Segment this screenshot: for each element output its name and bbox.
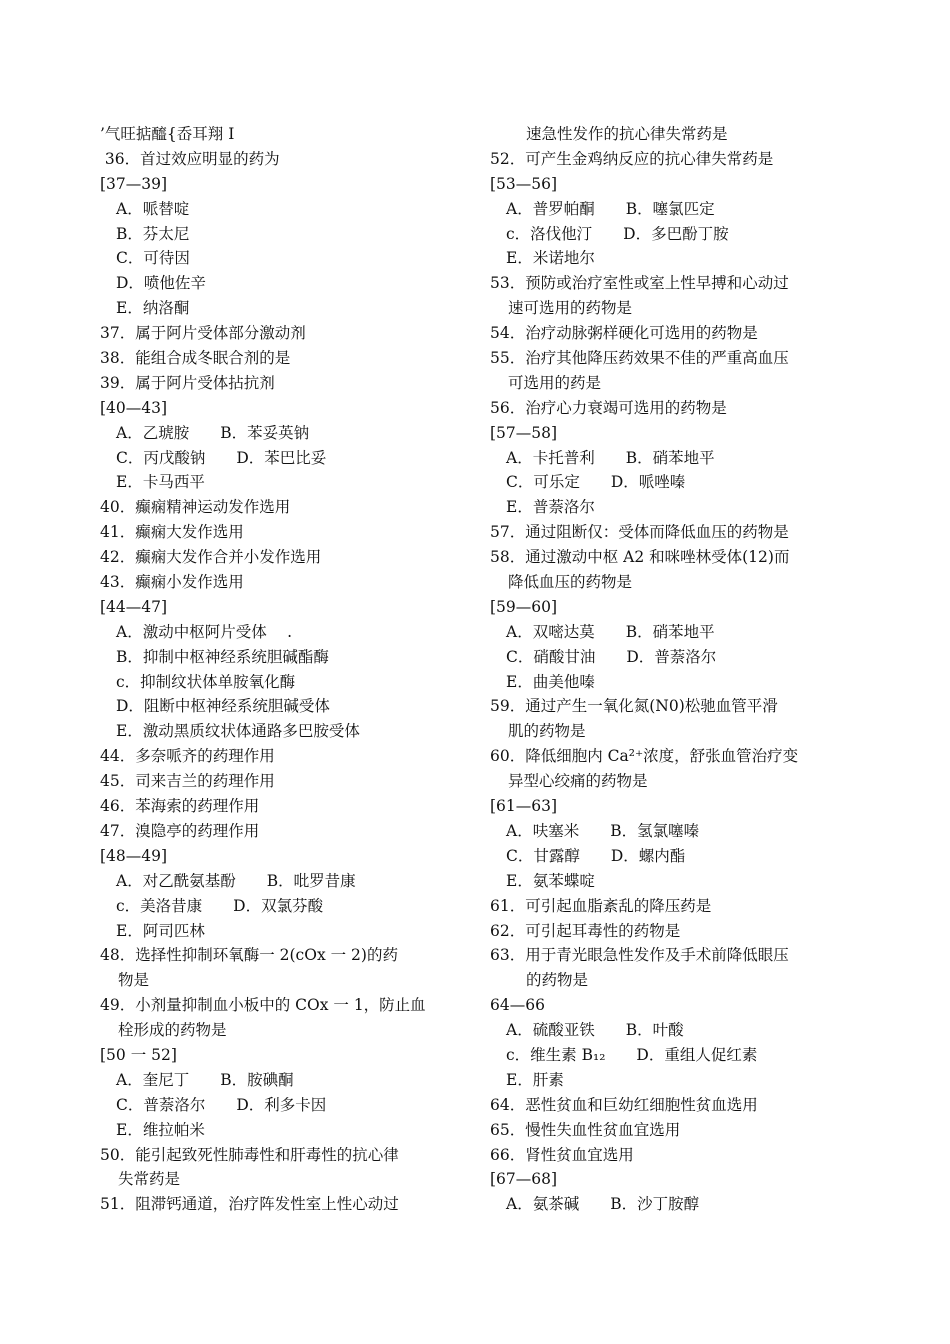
text-line: [59—60]: [490, 597, 558, 616]
text-line: 55．治疗其他降压药效果不佳的严重高血压: [490, 349, 789, 368]
text-line: 49．小剂量抑制血小板中的 COx 一 1，防止血: [100, 996, 426, 1015]
text-line: 39．属于阿片受体拈抗剂: [100, 373, 275, 392]
text-line: E．曲美他嗪: [506, 672, 595, 691]
text-line: 肌的药物是: [508, 722, 586, 741]
text-line: A．卡托普利 B．硝苯地平: [506, 448, 715, 467]
text-line: 50．能引起致死性肺毒性和肝毒性的抗心律: [100, 1145, 399, 1164]
text-line: 速急性发作的抗心律失常药是: [526, 125, 728, 143]
text-line: 46．苯海索的药理作用: [100, 797, 260, 816]
text-line: [57—58]: [490, 423, 558, 442]
text-line: E．阿司匹林: [116, 921, 205, 940]
text-line: 速可选用的药物是: [508, 299, 633, 318]
text-line: D．阻断中枢神经系统胆碱受体: [116, 697, 330, 716]
text-line: A．激动中枢阿片受体 .: [116, 622, 293, 641]
text-line: E．激动黑质纹状体通路多巴胺受体: [116, 722, 360, 741]
text-line: 异型心绞痛的药物是: [508, 772, 648, 791]
text-line: 47．溴隐亭的药理作用: [100, 821, 260, 840]
text-line: c．维生素 B₁₂ D．重组人促红素: [506, 1045, 758, 1064]
text-line: 58．通过激动中枢 A2 和咪唑林受体(12)而: [490, 548, 790, 567]
text-line: E．米诺地尔: [506, 249, 595, 268]
text-line: [67—68]: [490, 1170, 558, 1189]
text-line: A．哌替啶: [116, 199, 190, 218]
text-line: C．硝酸甘油 D．普萘洛尔: [506, 647, 717, 666]
text-line: A．对乙酰氨基酚 B．吡罗昔康: [116, 871, 356, 890]
text-line: 45．司来吉兰的药理作用: [100, 772, 275, 791]
text-line: 60．降低细胞内 Ca²⁺浓度，舒张血管治疗变: [490, 747, 799, 766]
text-line: [40—43]: [100, 398, 168, 417]
text-line: 52．可产生金鸡纳反应的抗心律失常药是: [490, 149, 774, 168]
text-line: 51．阻滞钙通道，治疗阵发性室上性心动过: [100, 1195, 399, 1214]
text-line: 54．治疗动脉粥样硬化可选用的药物是: [490, 324, 758, 343]
text-line: A．奎尼丁 B．胺碘酮: [116, 1070, 294, 1089]
text-line: ’气旺掂醯{岙耳翔 I: [100, 125, 235, 143]
text-line: [50 一 52]: [100, 1045, 177, 1064]
left-column: [100, 122, 470, 1217]
text-line: 36．首过效应明显的药为: [100, 149, 280, 168]
text-line: B．芬太尼: [116, 224, 190, 243]
text-line: 42．癫痫大发作合并小发作选用: [100, 548, 322, 567]
text-line: A．氨茶碱 B．沙丁胺醇: [506, 1195, 700, 1214]
text-line: A．呋塞米 B．氢氯噻嗪: [506, 821, 700, 840]
text-line: 44．多奈哌齐的药理作用: [100, 747, 275, 766]
text-line: [44—47]: [100, 597, 168, 616]
text-line: [37—39]: [100, 174, 168, 193]
text-line: 37．属于阿片受体部分激动剂: [100, 324, 306, 343]
text-line: C．甘露醇 D．螺内酯: [506, 846, 686, 865]
text-line: 43．癫痫小发作选用: [100, 573, 244, 592]
text-line: 59．通过产生一氧化氮(N0)松驰血管平滑: [490, 697, 778, 716]
text-line: 57．通过阻断仅：受体而降低血压的药物是: [490, 523, 789, 542]
text-line: E．维拉帕米: [116, 1120, 205, 1139]
text-line: 65．慢性失血性贫血宜选用: [490, 1120, 681, 1139]
text-line: 62．可引起耳毒性的药物是: [490, 921, 681, 940]
text-line: 失常药是: [118, 1170, 181, 1189]
text-line: D．喷他佐辛: [116, 274, 206, 293]
text-line: C．可待因: [116, 249, 190, 268]
right-column: [490, 122, 820, 1217]
text-line: 66．肾性贫血宜选用: [490, 1145, 634, 1164]
text-line: c．美洛昔康 D．双氯芬酸: [116, 896, 324, 915]
text-line: 41．癫痫大发作选用: [100, 523, 244, 542]
text-line: 可选用的药是: [508, 373, 602, 392]
text-line: c．抑制纹状体单胺氧化酶: [116, 672, 296, 691]
text-line: C．丙戊酸钠 D．苯巴比妥: [116, 448, 327, 467]
text-line: c．洛伐他汀 D．多巴酚丁胺: [506, 224, 729, 243]
text-line: C．普萘洛尔 D．利多卡因: [116, 1095, 327, 1114]
text-line: [61—63]: [490, 797, 558, 816]
text-line: 56．治疗心力衰竭可选用的药物是: [490, 398, 727, 417]
text-line: 64．恶性贫血和巨幼红细胞性贫血选用: [490, 1095, 758, 1114]
text-line: 的药物是: [526, 971, 589, 990]
text-line: E．肝素: [506, 1070, 564, 1089]
text-line: 40．癫痫精神运动发作选用: [100, 498, 291, 517]
text-line: 48．选择性抑制环氧酶一 2(cOx 一 2)的药: [100, 946, 398, 965]
text-line: 物是: [118, 971, 150, 990]
text-line: 64—66: [490, 996, 545, 1015]
text-line: C．可乐定 D．哌唑嗪: [506, 473, 686, 492]
text-line: E．氨苯蝶啶: [506, 871, 595, 890]
text-line: 61．可引起血脂紊乱的降压药是: [490, 896, 712, 915]
text-line: [48—49]: [100, 846, 168, 865]
text-line: A．乙琥胺 B．苯妥英钠: [116, 423, 310, 442]
text-line: [53—56]: [490, 174, 558, 193]
text-line: A．双嘧达莫 B．硝苯地平: [506, 622, 715, 641]
text-line: E．普萘洛尔: [506, 498, 595, 517]
text-line: 38．能组合成冬眠合剂的是: [100, 349, 291, 368]
text-line: E．纳洛酮: [116, 299, 190, 318]
text-line: E．卡马西平: [116, 473, 205, 492]
text-line: 栓形成的药物是: [118, 1021, 227, 1040]
text-line: A．硫酸亚铁 B．叶酸: [506, 1021, 684, 1040]
text-line: 降低血压的药物是: [508, 573, 633, 592]
text-line: A．普罗帕酮 B．噻氯匹定: [506, 199, 715, 218]
text-line: 53．预防或治疗室性或室上性早搏和心动过: [490, 274, 789, 293]
text-line: B．抑制中枢神经系统胆碱酯酶: [116, 647, 329, 666]
text-line: 63．用于青光眼急性发作及手术前降低眼压: [490, 946, 789, 965]
